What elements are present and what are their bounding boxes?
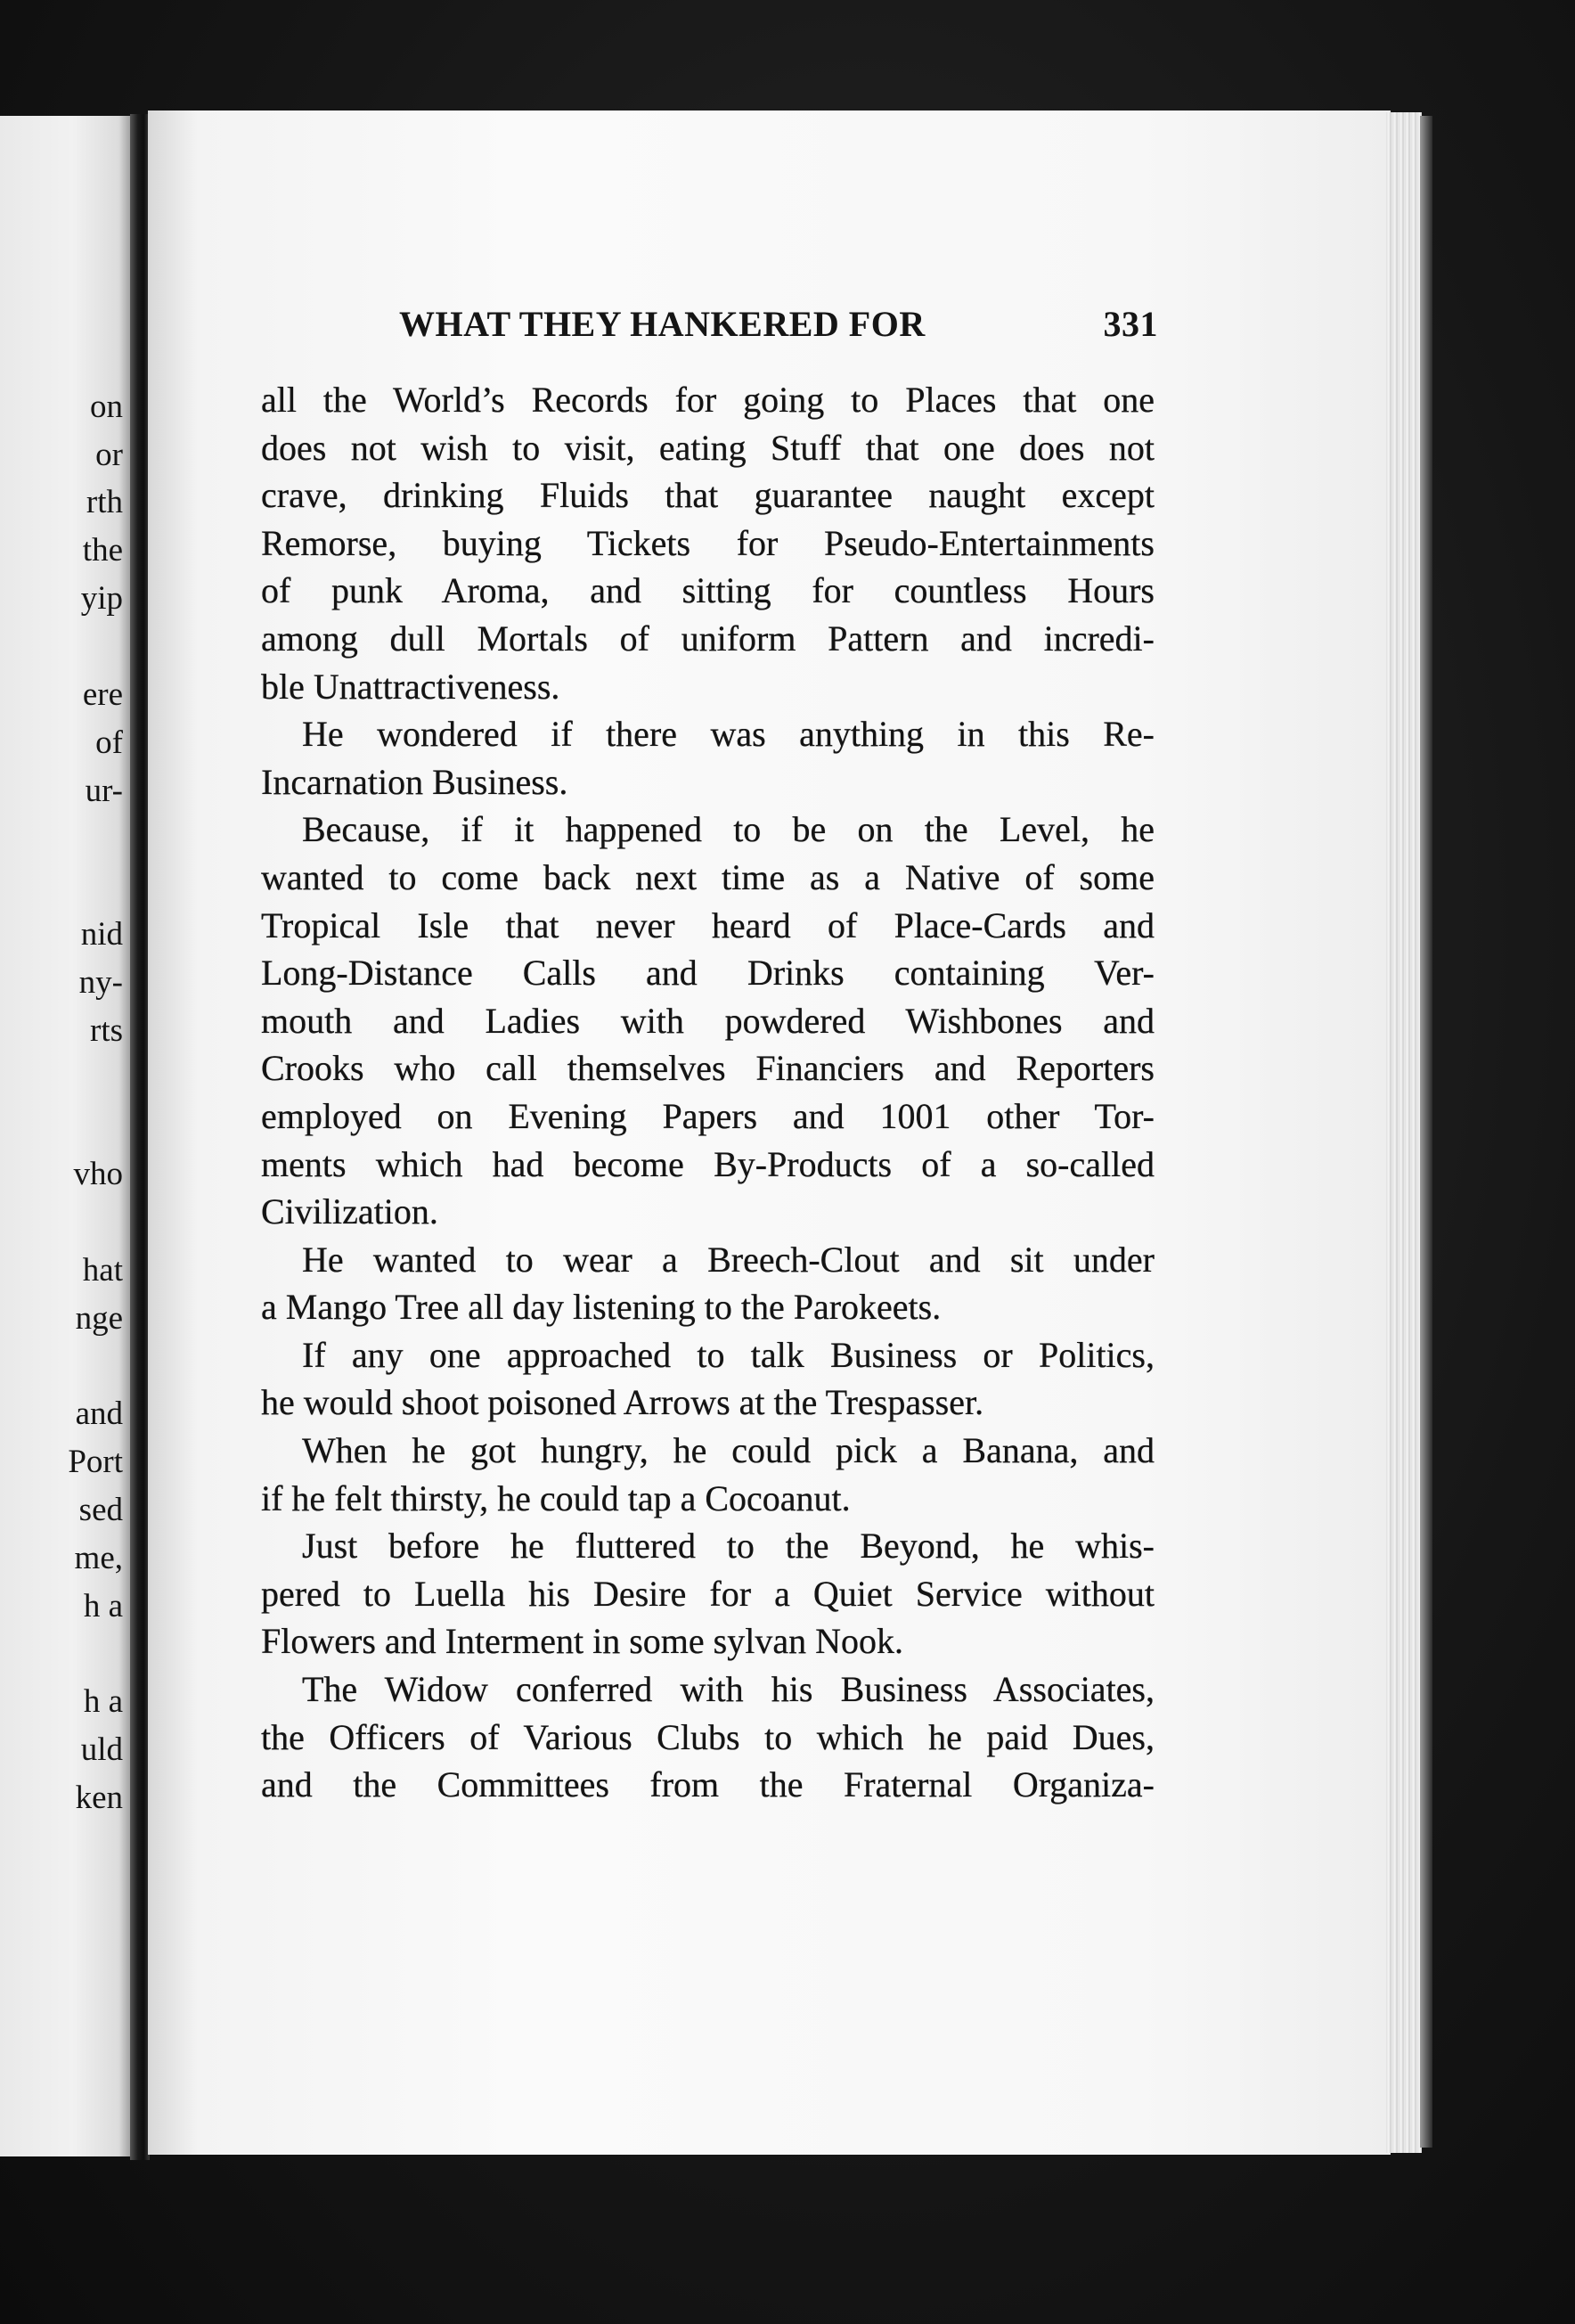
text-line: Just before he fluttered to the Beyond, he whis-	[302, 1526, 1155, 1567]
text-line: Crooks who call themselves Financiers and Reporters	[261, 1048, 1155, 1089]
page-edge-shadow	[1420, 116, 1432, 2148]
text-line: does not wish to visit, eating Stuff that one does not	[261, 427, 1155, 468]
page-edges	[1386, 112, 1422, 2153]
left-page-fragment: or	[95, 437, 123, 473]
text-line: When he got hungry, he could pick a Banana, and	[302, 1430, 1155, 1471]
left-page-fragment: of	[95, 724, 123, 761]
left-page-fragment: yip	[80, 580, 123, 617]
text-line: employed on Evening Papers and 1001 other Tor-	[261, 1095, 1155, 1136]
text-line: all the World’s Records for going to Places that one	[261, 380, 1155, 420]
left-page-fragment: me,	[74, 1540, 123, 1576]
text-line: The Widow conferred with his Business Associates,	[302, 1669, 1155, 1710]
left-page-fragment: ken	[75, 1780, 123, 1816]
page-number: 331	[1103, 304, 1158, 344]
text-line: Civilization.	[261, 1191, 438, 1232]
running-head	[399, 301, 1158, 348]
text-line: pered to Luella his Desire for a Quiet Service without	[261, 1573, 1155, 1614]
text-line: a Mango Tree all day listening to the Parokeets.	[261, 1287, 942, 1328]
text-line: mouth and Ladies with powdered Wishbones and	[261, 1000, 1155, 1041]
text-line: Remorse, buying Tickets for Pseudo-Entertainments	[261, 522, 1155, 563]
running-head-title: WHAT THEY HANKERED FOR	[399, 304, 926, 344]
text-line: crave, drinking Fluids that guarantee naught except	[261, 475, 1155, 516]
left-page-fragment: the	[82, 532, 123, 569]
left-page-fragment: rth	[86, 484, 123, 520]
left-page-fragment: on	[90, 389, 123, 425]
text-line: Flowers and Interment in some sylvan Nook.	[261, 1621, 903, 1662]
text-line: wanted to come back next time as a Native of some	[261, 856, 1155, 897]
left-page-fragment: ny-	[78, 964, 123, 1001]
left-page-fragment: nid	[80, 916, 123, 953]
left-page-fragment: h a	[83, 1588, 123, 1624]
text-line: if he felt thirsty, he could tap a Cocoanut.	[261, 1477, 851, 1518]
book-gutter	[130, 114, 150, 2160]
left-page-fragment: h a	[83, 1683, 123, 1720]
left-page-fragment: Port	[68, 1444, 123, 1480]
text-line: the Officers of Various Clubs to which he paid Dues,	[261, 1716, 1155, 1757]
text-line: Tropical Isle that never heard of Place-Cards and	[261, 904, 1155, 945]
text-line: He wanted to wear a Breech-Clout and sit under	[302, 1239, 1155, 1280]
text-line: Long-Distance Calls and Drinks containing Ver-	[261, 953, 1155, 994]
left-page-fragment: nge	[75, 1300, 123, 1337]
left-page-fragment: vho	[73, 1156, 123, 1192]
left-page-fragment: sed	[78, 1492, 123, 1528]
left-page-fragment: rts	[90, 1012, 123, 1049]
text-line: ble Unattractiveness.	[261, 666, 560, 707]
text-line: ments which had become By-Products of a so-called	[261, 1143, 1155, 1184]
left-page-fragment: and	[75, 1395, 123, 1432]
body-text	[261, 376, 1155, 1809]
left-page-fragment: hat	[82, 1252, 123, 1289]
text-line: he would shoot poisoned Arrows at the Trespasser.	[261, 1382, 984, 1423]
text-line: and the Committees from the Fraternal Organiza-	[261, 1764, 1155, 1805]
text-line: among dull Mortals of uniform Pattern and incredi-	[261, 618, 1155, 659]
text-line: If any one approached to talk Business or Politics,	[302, 1334, 1155, 1375]
text-line: He wondered if there was anything in this Re-	[302, 714, 1155, 755]
text-line: Incarnation Business.	[261, 761, 568, 802]
left-page-fragment: ur-	[85, 773, 123, 809]
left-page-edge	[0, 116, 132, 2156]
text-line: of punk Aroma, and sitting for countless Hours	[261, 570, 1155, 611]
left-page-fragment: ere	[82, 676, 123, 713]
text-line: Because, if it happened to be on the Level, he	[302, 809, 1155, 850]
left-page-fragment: uld	[80, 1731, 123, 1768]
